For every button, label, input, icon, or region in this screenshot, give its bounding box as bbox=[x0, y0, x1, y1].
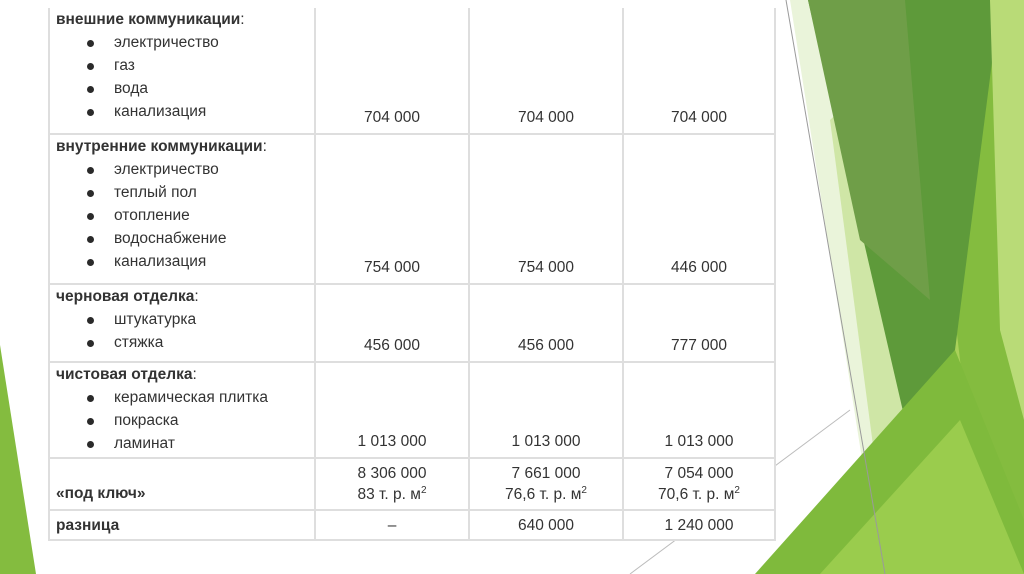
difference-value-cell: 1 240 000 bbox=[623, 510, 775, 540]
turnkey-total: 7 054 000 bbox=[664, 465, 734, 482]
turnkey-per-m2: 76,6 т. р. $м^2$ bbox=[505, 484, 587, 503]
turnkey-per-m2: 70,6 т. р. $м^2$ bbox=[658, 484, 740, 503]
list-item: вода bbox=[56, 77, 314, 100]
list-item: ламинат bbox=[56, 432, 314, 455]
value-cell: 1 013 000 bbox=[623, 362, 775, 458]
value-cell: 754 000 bbox=[315, 134, 469, 284]
section-title: внешние коммуникации bbox=[56, 11, 241, 28]
difference-value-cell: – bbox=[315, 510, 469, 540]
cost-comparison-table bbox=[48, 8, 776, 541]
turnkey-value-cell bbox=[315, 458, 469, 510]
list-item: водоснабжение bbox=[56, 227, 314, 250]
table-row-rough-finish bbox=[49, 284, 775, 362]
value-cell: 754 000 bbox=[469, 134, 623, 284]
section-label-fine-finish: чистовая отделка: керамическая плитка покраска ламинат bbox=[49, 362, 315, 458]
turnkey-total: 7 661 000 bbox=[511, 465, 581, 482]
table-row-internal bbox=[49, 134, 775, 284]
list-item: теплый пол bbox=[56, 181, 314, 204]
item-list bbox=[56, 386, 314, 455]
value-cell: 446 000 bbox=[623, 134, 775, 284]
section-title: внутренние коммуникации bbox=[56, 138, 263, 155]
list-item: электричество bbox=[56, 158, 314, 181]
turnkey-per-m2: 83 т. р. $м^2$ bbox=[357, 484, 427, 503]
value-cell: 456 000 bbox=[469, 284, 623, 362]
turnkey-total: 8 306 000 bbox=[357, 465, 427, 482]
item-list bbox=[56, 158, 314, 273]
section-title: чистовая отделка bbox=[56, 366, 193, 383]
table-row-external bbox=[49, 8, 775, 134]
list-item: штукатурка bbox=[56, 308, 314, 331]
value-cell: 704 000 bbox=[315, 8, 469, 134]
turnkey-label: «под ключ» bbox=[56, 485, 146, 502]
value-cell: 456 000 bbox=[315, 284, 469, 362]
value-cell: 777 000 bbox=[623, 284, 775, 362]
difference-value-cell: 640 000 bbox=[469, 510, 623, 540]
decor-left-green-wedge bbox=[0, 345, 36, 574]
list-item: керамическая плитка bbox=[56, 386, 314, 409]
value-cell: 1 013 000 bbox=[469, 362, 623, 458]
section-label-internal: внутренние коммуникации: электричество теплый пол отопление водоснабжение канализация bbox=[49, 134, 315, 284]
list-item: электричество bbox=[56, 31, 314, 54]
list-item: канализация bbox=[56, 250, 314, 273]
value-cell: 1 013 000 bbox=[315, 362, 469, 458]
section-title: черновая отделка bbox=[56, 288, 195, 305]
item-list bbox=[56, 31, 314, 123]
difference-label-cell bbox=[49, 510, 315, 540]
section-label-external: внешние коммуникации: электричество газ вода канализация bbox=[49, 8, 315, 134]
value-cell: 704 000 bbox=[623, 8, 775, 134]
list-item: канализация bbox=[56, 100, 314, 123]
table-row-turnkey bbox=[49, 458, 775, 510]
item-list bbox=[56, 308, 314, 354]
turnkey-label-cell bbox=[49, 458, 315, 510]
table-row-fine-finish bbox=[49, 362, 775, 458]
turnkey-value-cell bbox=[623, 458, 775, 510]
list-item: отопление bbox=[56, 204, 314, 227]
turnkey-value-cell bbox=[469, 458, 623, 510]
section-label-rough-finish: черновая отделка: штукатурка стяжка bbox=[49, 284, 315, 362]
difference-label: разница bbox=[56, 516, 120, 534]
list-item: покраска bbox=[56, 409, 314, 432]
table-row-difference bbox=[49, 510, 775, 540]
list-item: стяжка bbox=[56, 331, 314, 354]
list-item: газ bbox=[56, 54, 314, 77]
value-cell: 704 000 bbox=[469, 8, 623, 134]
